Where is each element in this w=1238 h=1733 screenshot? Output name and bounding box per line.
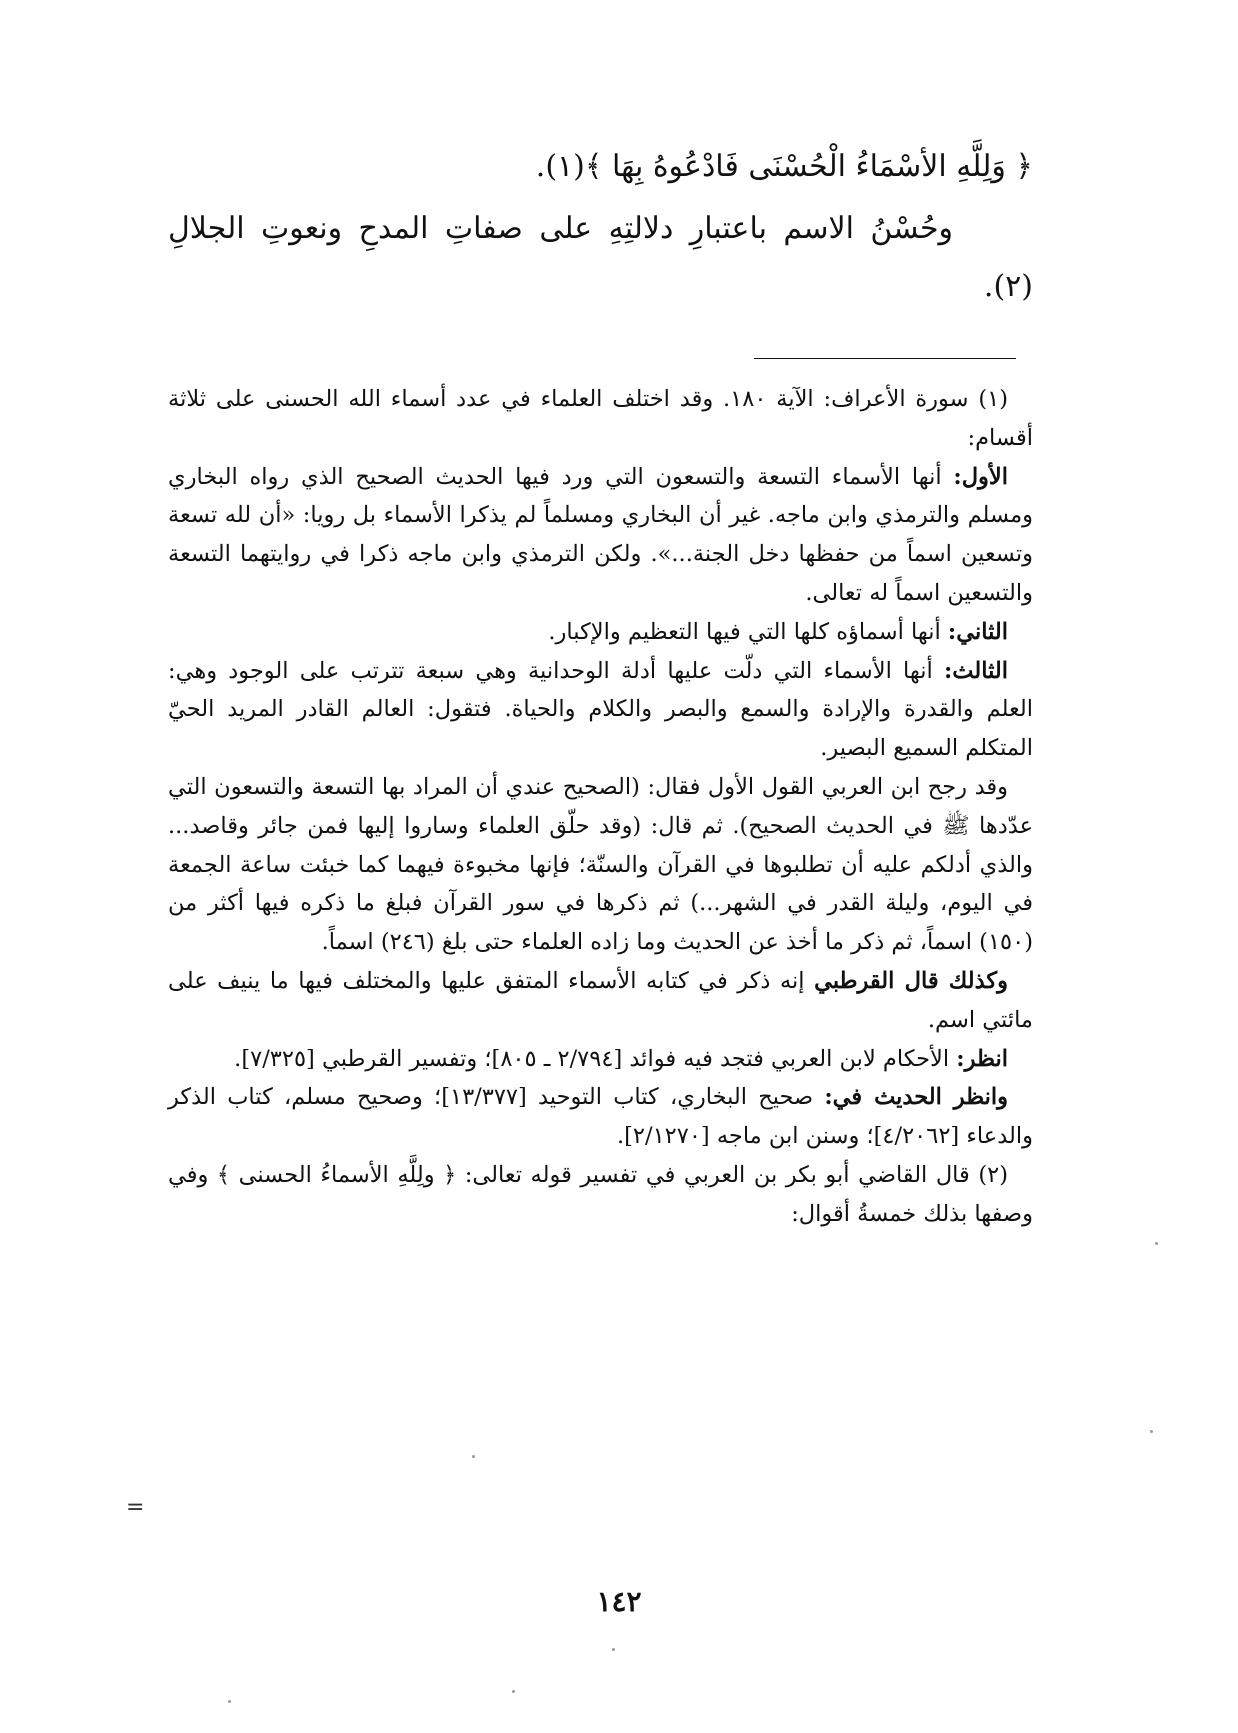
qurtubi-text: إنه ذكر في كتابه الأسماء المتفق عليها والمختلف فيها ما ينيف على مائتي اسم. xyxy=(168,967,1033,1033)
footnote-see-also xyxy=(168,1040,1033,1079)
hadith-text: صحيح البخاري، كتاب التوحيد [١٣/٣٧٧]؛ وصحيح مسلم، كتاب الذكر والدعاء [٤/٢٠٦٢]؛ وسنن ابن ماجه [٢/١٢٧٠]. xyxy=(168,1084,1033,1150)
third-opinion-label: الثالث: xyxy=(943,657,1008,684)
footnote-separator xyxy=(754,358,1016,359)
first-opinion-label: الأول: xyxy=(953,463,1008,490)
hadith-label: وانظر الحديث في: xyxy=(824,1084,1009,1111)
footnote-2: (٢) قال القاضي أبو بكر بن العربي في تفسير قوله تعالى: ﴿ ولِلَّهِ الأسماءُ الحسنى ﴾ وفي وصفها بذلك خمسةُ أقوال: xyxy=(168,1161,1033,1227)
main-text xyxy=(168,138,1033,316)
third-opinion-text: أنها الأسماء التي دلّت عليها أدلة الوحدانية وهي سبعة تترتب على الوجود وهي: العلم والقدرة والإرادة والسمع والبصر والكلام والحياة. فتقول: العالم القادر المريد الحيّ المتكلم السميع البصير. xyxy=(168,657,1033,762)
see-label: انظر: xyxy=(956,1045,1008,1072)
footnote-third-opinion xyxy=(168,652,1033,768)
footnotes xyxy=(168,380,1033,1234)
scan-speck xyxy=(512,1690,515,1693)
footnote-hadith-sources xyxy=(168,1078,1033,1156)
scan-speck xyxy=(472,1455,475,1458)
page-number: ١٤٢ xyxy=(596,1585,642,1618)
qurtubi-label: وكذلك قال القرطبي xyxy=(814,967,1009,994)
scan-speck xyxy=(612,1648,615,1651)
second-opinion-label: الثاني: xyxy=(947,618,1008,645)
see-text: الأحكام لابن العربي فتجد فيه فوائد [٢/٧٩٤ ـ ٨٠٥]؛ وتفسير القرطبي [٧/٣٢٥]. xyxy=(234,1045,957,1072)
first-opinion-text: أنها الأسماء التسعة والتسعون التي ورد فيها الحديث الصحيح الذي رواه البخاري ومسلم والترمذي وابن ماجه. غير أن البخاري ومسلماً لم يذكرا الأسماء بل رويا: «أن لله تسعة وتسعين اسماً من حفظها دخل الجنة...». ولكن الترمذي وابن ماجه ذكرا في روايتهما التسعة والتسعين اسماً له تعالى. xyxy=(168,463,1033,606)
footnote-first-opinion xyxy=(168,458,1033,613)
main-paragraph-line-1: وحُسْنُ الاسم باعتبارِ دلالتِهِ على صفاتِ المدحِ ونعوتِ xyxy=(261,211,953,246)
scan-speck xyxy=(228,1700,231,1703)
footnote-ibn-arabi: وقد رجح ابن العربي القول الأول فقال: (الصحيح عندي أن المراد بها التسعة والتسعون التي عدّدها ﷺ في الحديث الصحيح). ثم قال: (وقد حلّق العلماء وساروا إليها فمن جائر وقاصد... والذي أدلكم عليه أن تطلبوها في القرآن والسنّة؛ فإنها مخبوءة فيهما كما خبئت ساعة الجمعة في اليوم، وليلة القدر في الشهر...) ثم ذكرها في سور القرآن فبلغ ما ذكره فيها أكثر من (١٥٠) اسماً، ثم ذكر ما أخذ عن الحديث وما زاده العلماء حتى بلغ (٢٤٦) اسماً. xyxy=(168,773,1033,956)
main-paragraph-line-2: الجلالِ (٢). xyxy=(168,211,1033,304)
quran-verse: ﴿ وَلِلَّهِ الأسْمَاءُ الْحُسْنَى فَادْعُوهُ بِهَا ﴾(١). xyxy=(535,149,1033,184)
scan-speck xyxy=(1150,1430,1153,1433)
footnote-qurtubi xyxy=(168,962,1033,1040)
main-paragraph xyxy=(168,200,1033,316)
footnote-1-intro: (١) سورة الأعراف: الآية ١٨٠. وقد اختلف العلماء في عدد أسماء الله الحسنى على ثلاثة أقسام: xyxy=(168,386,1033,451)
footnote-second-opinion xyxy=(168,613,1033,652)
continuation-mark: = xyxy=(126,1495,145,1520)
scan-speck xyxy=(1155,1242,1158,1245)
second-opinion-text: أنها أسماؤه كلها التي فيها التعظيم والإكبار. xyxy=(548,618,941,645)
